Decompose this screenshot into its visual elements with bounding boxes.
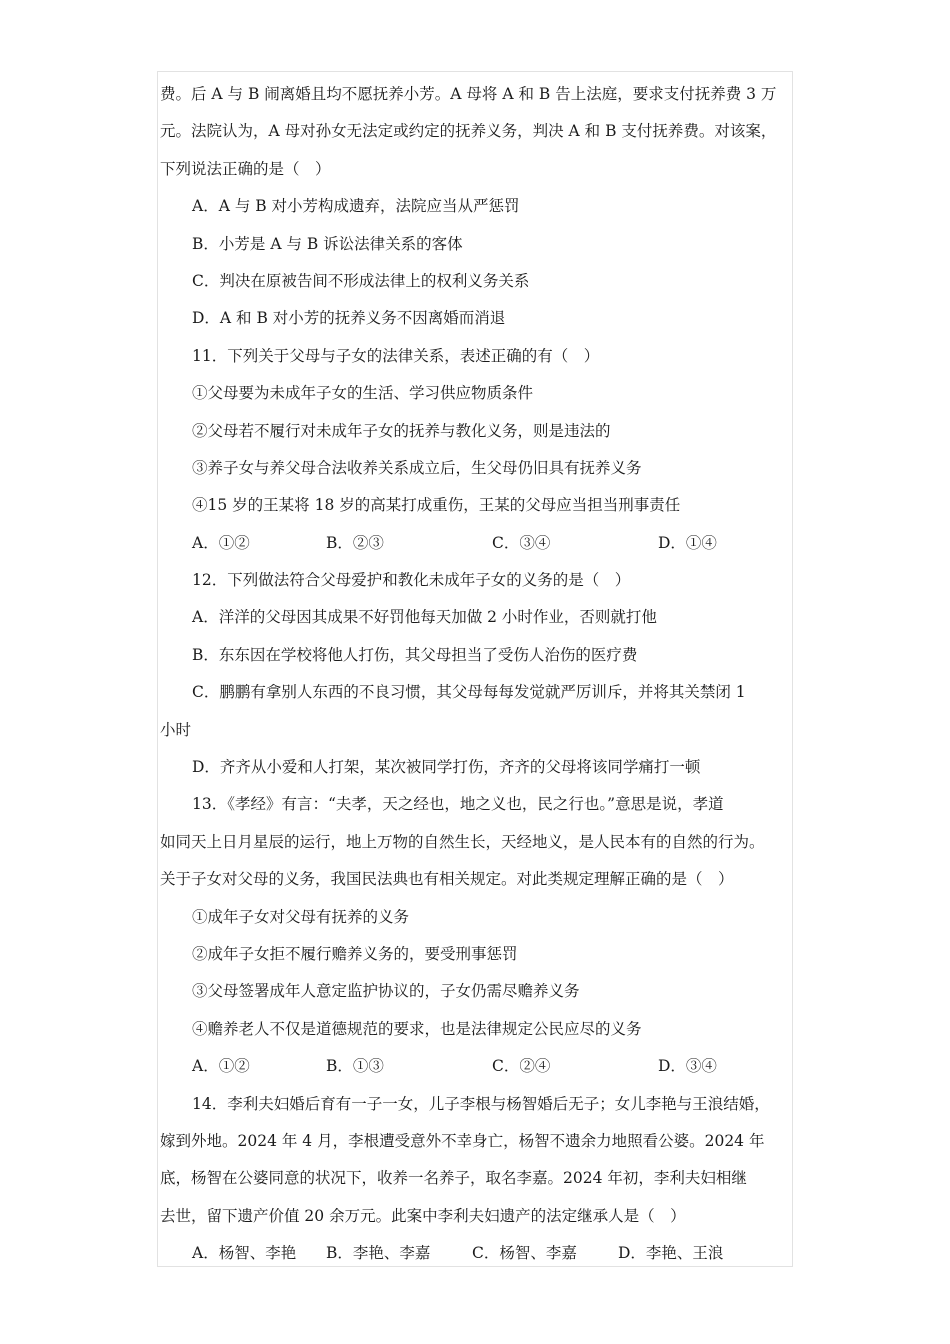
question-11-option-c: C．③④	[492, 533, 551, 552]
question-13-option-d: D．③④	[658, 1057, 717, 1076]
question-13-stem-line-1: 13．《孝经》有言：“夫孝，天之经也，地之义也，民之行也。”意思是说，孝道	[192, 795, 724, 814]
question-13-stem-line-2: 如同天上日月星辰的运行，地上万物的自然生长，天经地义，是人民本有的自然的行为。	[160, 832, 765, 851]
question-12-option-c-continued: 小时	[160, 720, 192, 739]
question-10-stem-line-3: 下列说法正确的是（ ）	[160, 159, 331, 178]
question-12-option-d: D．齐齐从小爱和人打架，某次被同学打伤，齐齐的父母将该同学痛打一顿	[192, 758, 701, 777]
question-12-option-c: C．鹏鹏有拿别人东西的不良习惯，其父母每每发觉就严厉训斥，并将其关禁闭 1	[192, 683, 746, 702]
question-13-stem-line-3: 关于子女对父母的义务，我国民法典也有相关规定。对此类规定理解正确的是（ ）	[160, 870, 734, 889]
question-12	[160, 562, 790, 786]
question-13-option-a: A．①②	[192, 1057, 250, 1076]
question-14	[160, 1086, 790, 1273]
question-12-option-b: B．东东因在学校将他人打伤，其父母担当了受伤人治伤的医疗费	[192, 645, 638, 664]
question-11-item-4: ④15 岁的王某将 18 岁的高某打成重伤，王某的父母应当担当刑事责任	[192, 496, 681, 515]
question-14-option-c: C．杨智、李嘉	[472, 1244, 577, 1263]
question-10-option-c: C．判决在原被告间不形成法律上的权利义务关系	[192, 271, 530, 290]
question-11-option-d: D．①④	[658, 533, 717, 552]
question-11-stem: 11．下列关于父母与子女的法律关系，表述正确的有（ ）	[192, 346, 600, 365]
question-10	[160, 76, 790, 338]
question-13-option-b: B．①③	[326, 1057, 384, 1076]
question-10-option-a: A．A 与 B 对小芳构成遗弃，法院应当从严惩罚	[192, 197, 520, 216]
question-10-stem-line-2: 元。法院认为，A 母对孙女无法定或约定的抚养义务，判决 A 和 B 支付抚养费。对该案，	[160, 122, 777, 141]
question-11-item-3: ③养子女与养父母合法收养关系成立后，生父母仍旧具有抚养义务	[192, 458, 642, 477]
question-14-stem-line-3: 底，杨智在公婆同意的状况下，收养一名养子，取名李嘉。2024 年初，李利夫妇相继	[160, 1169, 747, 1188]
question-14-stem-line-2: 嫁到外地。2024 年 4 月，李根遭受意外不幸身亡，杨智不遗余力地照看公婆。2024 年	[160, 1131, 765, 1150]
question-14-option-b: B．李艳、李嘉	[326, 1244, 431, 1263]
question-11	[160, 338, 790, 562]
question-14-option-a: A．杨智、李艳	[192, 1244, 297, 1263]
question-11-item-2: ②父母若不履行对未成年子女的抚养与教化义务，则是违法的	[192, 421, 611, 440]
question-13	[160, 786, 790, 1085]
question-13-item-2: ②成年子女拒不履行赡养义务的，要受刑事惩罚	[192, 944, 518, 963]
question-10-stem-line-1: 费。后 A 与 B 闹离婚且均不愿抚养小芳。A 母将 A 和 B 告上法庭，要求支付抚养费 3 万	[160, 85, 777, 103]
question-13-item-1: ①成年子女对父母有抚养的义务	[192, 907, 410, 926]
question-11-item-1: ①父母要为未成年子女的生活、学习供应物质条件	[192, 384, 534, 403]
question-14-options	[160, 1235, 790, 1272]
question-14-option-d: D．李艳、王浪	[618, 1244, 724, 1263]
question-13-option-c: C．②④	[492, 1057, 551, 1076]
document-body	[160, 76, 790, 1273]
question-13-item-3: ③父母签署成年人意定监护协议的，子女仍需尽赡养义务	[192, 982, 580, 1001]
question-11-option-b: B．②③	[326, 533, 384, 552]
question-14-stem-line-4: 去世，留下遗产价值 20 余万元。此案中李利夫妇遗产的法定继承人是（ ）	[160, 1206, 686, 1225]
question-14-stem-line-1: 14．李利夫妇婚后育有一子一女，儿子李根与杨智婚后无子；女儿李艳与王浪结婚，	[192, 1094, 770, 1113]
question-11-option-a: A．①②	[192, 533, 250, 552]
question-12-stem: 12．下列做法符合父母爱护和教化未成年子女的义务的是（ ）	[192, 571, 631, 590]
question-12-option-a: A．洋洋的父母因其成果不好罚他每天加做 2 小时作业，否则就打他	[192, 608, 657, 627]
question-10-option-b: B．小芳是 A 与 B 诉讼法律关系的客体	[192, 234, 463, 253]
question-10-option-d: D．A 和 B 对小芳的抚养义务不因离婚而消退	[192, 309, 506, 328]
question-11-options	[160, 525, 790, 562]
question-13-options	[160, 1048, 790, 1085]
question-13-item-4: ④赡养老人不仅是道德规范的要求，也是法律规定公民应尽的义务	[192, 1019, 642, 1038]
